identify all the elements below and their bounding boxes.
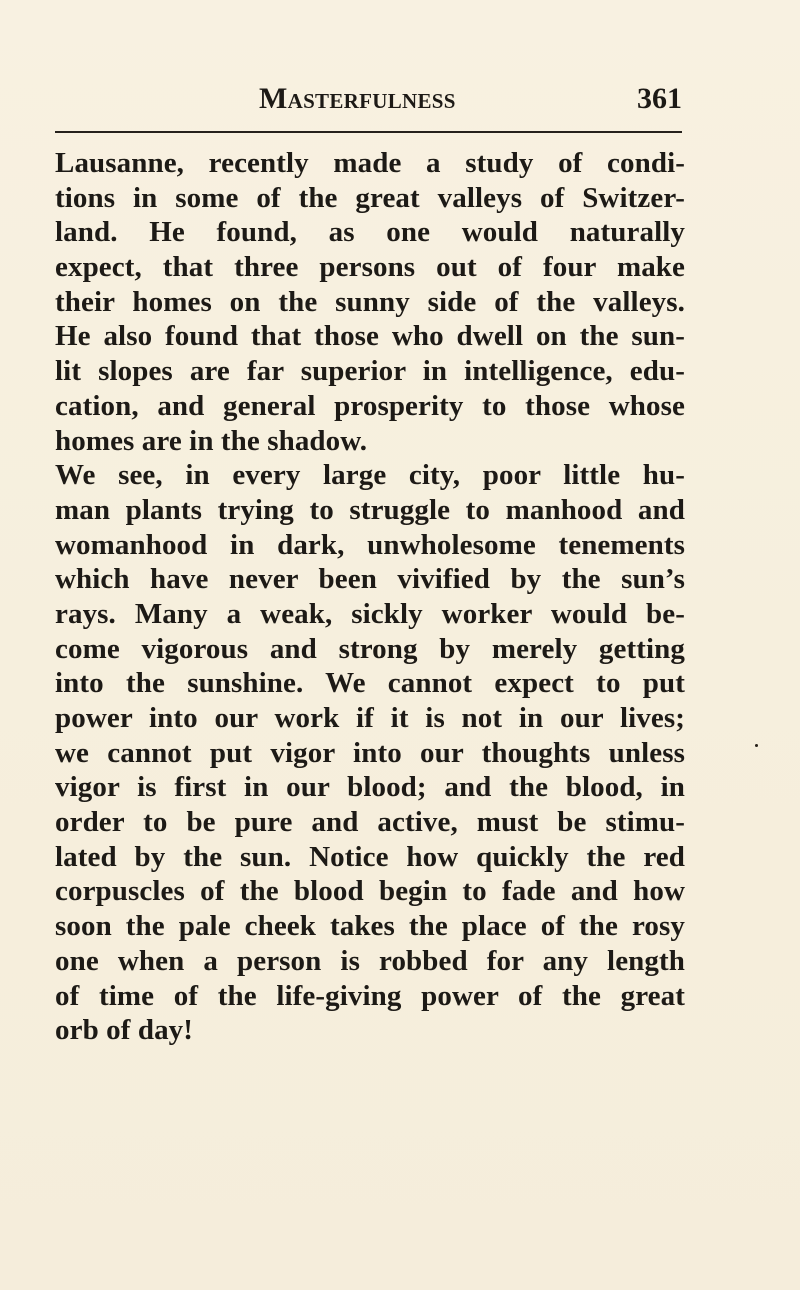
running-title: Masterfulness — [259, 82, 456, 115]
body-text — [55, 146, 685, 1048]
text-line: one when a person is robbed for any length — [55, 944, 685, 977]
text-line: lit slopes are far superior in intelligence, edu- — [55, 355, 685, 388]
text-line: man plants trying to struggle to manhood and — [55, 493, 685, 526]
text-line: land. He found, as one would naturally — [55, 216, 685, 249]
text-line: orb of day! — [55, 1014, 194, 1047]
running-header — [52, 82, 682, 122]
text-line: womanhood in dark, unwholesome tenements — [55, 528, 685, 561]
page-number: 361 — [637, 82, 682, 115]
text-line: cation, and general prosperity to those whose — [55, 389, 685, 422]
text-line: of time of the life-giving power of the great — [55, 979, 685, 1012]
text-line: their homes on the sunny side of the valleys. — [55, 285, 685, 318]
text-line: which have never been vivified by the sun’s — [55, 563, 685, 596]
text-line: corpuscles of the blood begin to fade and how — [55, 875, 685, 908]
text-line: we cannot put vigor into our thoughts unless — [55, 736, 685, 769]
text-line: Lausanne, recently made a study of condi- — [55, 147, 685, 179]
text-line: come vigorous and strong by merely getting — [55, 632, 685, 665]
text-line: rays. Many a weak, sickly worker would be- — [55, 597, 685, 630]
text-line: soon the pale cheek takes the place of the rosy — [55, 910, 685, 943]
text-line: We see, in every large city, poor little hu- — [55, 459, 685, 492]
text-line: into the sunshine. We cannot expect to put — [55, 667, 685, 700]
text-line: lated by the sun. Notice how quickly the red — [55, 840, 685, 873]
header-rule — [55, 131, 682, 133]
text-line: vigor is first in our blood; and the blood, in — [55, 771, 685, 804]
text-line: He also found that those who dwell on the sun- — [55, 320, 685, 353]
text-line: expect, that three persons out of four make — [55, 251, 685, 284]
text-line: order to be pure and active, must be stimu- — [55, 806, 685, 839]
margin-mark — [755, 744, 758, 747]
text-line: power into our work if it is not in our lives; — [55, 702, 685, 734]
text-line: tions in some of the great valleys of Switzer- — [55, 181, 685, 214]
text-line: homes are in the shadow. — [55, 424, 368, 457]
